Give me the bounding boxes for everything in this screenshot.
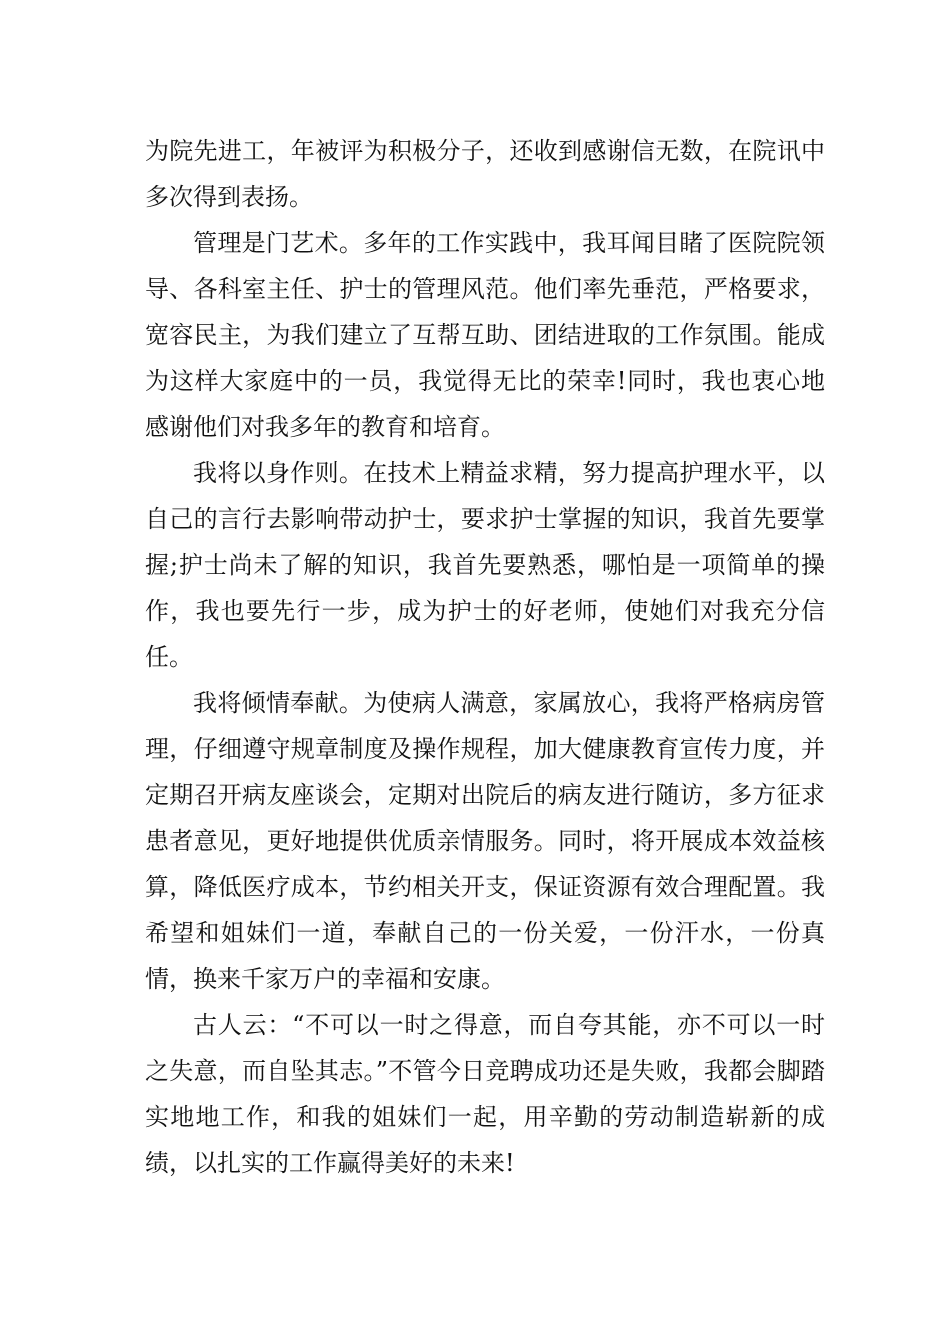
paragraph-continued: 为院先进工，年被评为积极分子，还收到感谢信无数，在院讯中多次得到表扬。 [145, 137, 825, 211]
paragraph-dedication: 我将倾情奉献。为使病人满意，家属放心，我将严格病房管理，仔细遵守规章制度及操作规程，加大健康教育宣传力度，并定期召开病友座谈会，定期对出院后的病友进行随访，多方征求患者意见，更好地提供优质亲情服务。同时，将开展成本效益核算，降低医疗成本，节约相关开支，保证资源有效合理配置。我希望和姐妹们一道，奉献自己的一份关爱，一份汗水，一份真情，换来千家万户的幸福和安康。 [145, 689, 825, 993]
paragraph-lead-by-example: 我将以身作则。在技术上精益求精，努力提高护理水平，以自己的言行去影响带动护士，要求护士掌握的知识，我首先要掌握;护士尚未了解的知识，我首先要熟悉，哪怕是一项简单的操作，我也要先行一步，成为护士的好老师，使她们对我充分信任。 [145, 459, 825, 671]
paragraph-management: 管理是门艺术。多年的工作实践中，我耳闻目睹了医院院领导、各科室主任、护士的管理风范。他们率先垂范，严格要求，宽容民主，为我们建立了互帮互助、团结进取的工作氛围。能成为这样大家庭中的一员，我觉得无比的荣幸!同时，我也衷心地感谢他们对我多年的教育和培育。 [145, 229, 825, 441]
paragraph-conclusion: 古人云：“不可以一时之得意，而自夸其能，亦不可以一时之失意，而自坠其志。”不管今日竞聘成功还是失败，我都会脚踏实地地工作，和我的姐妹们一起，用辛勤的劳动制造崭新的成绩，以扎实的工作赢得美好的未来! [145, 1011, 825, 1177]
document-body [145, 128, 825, 1186]
